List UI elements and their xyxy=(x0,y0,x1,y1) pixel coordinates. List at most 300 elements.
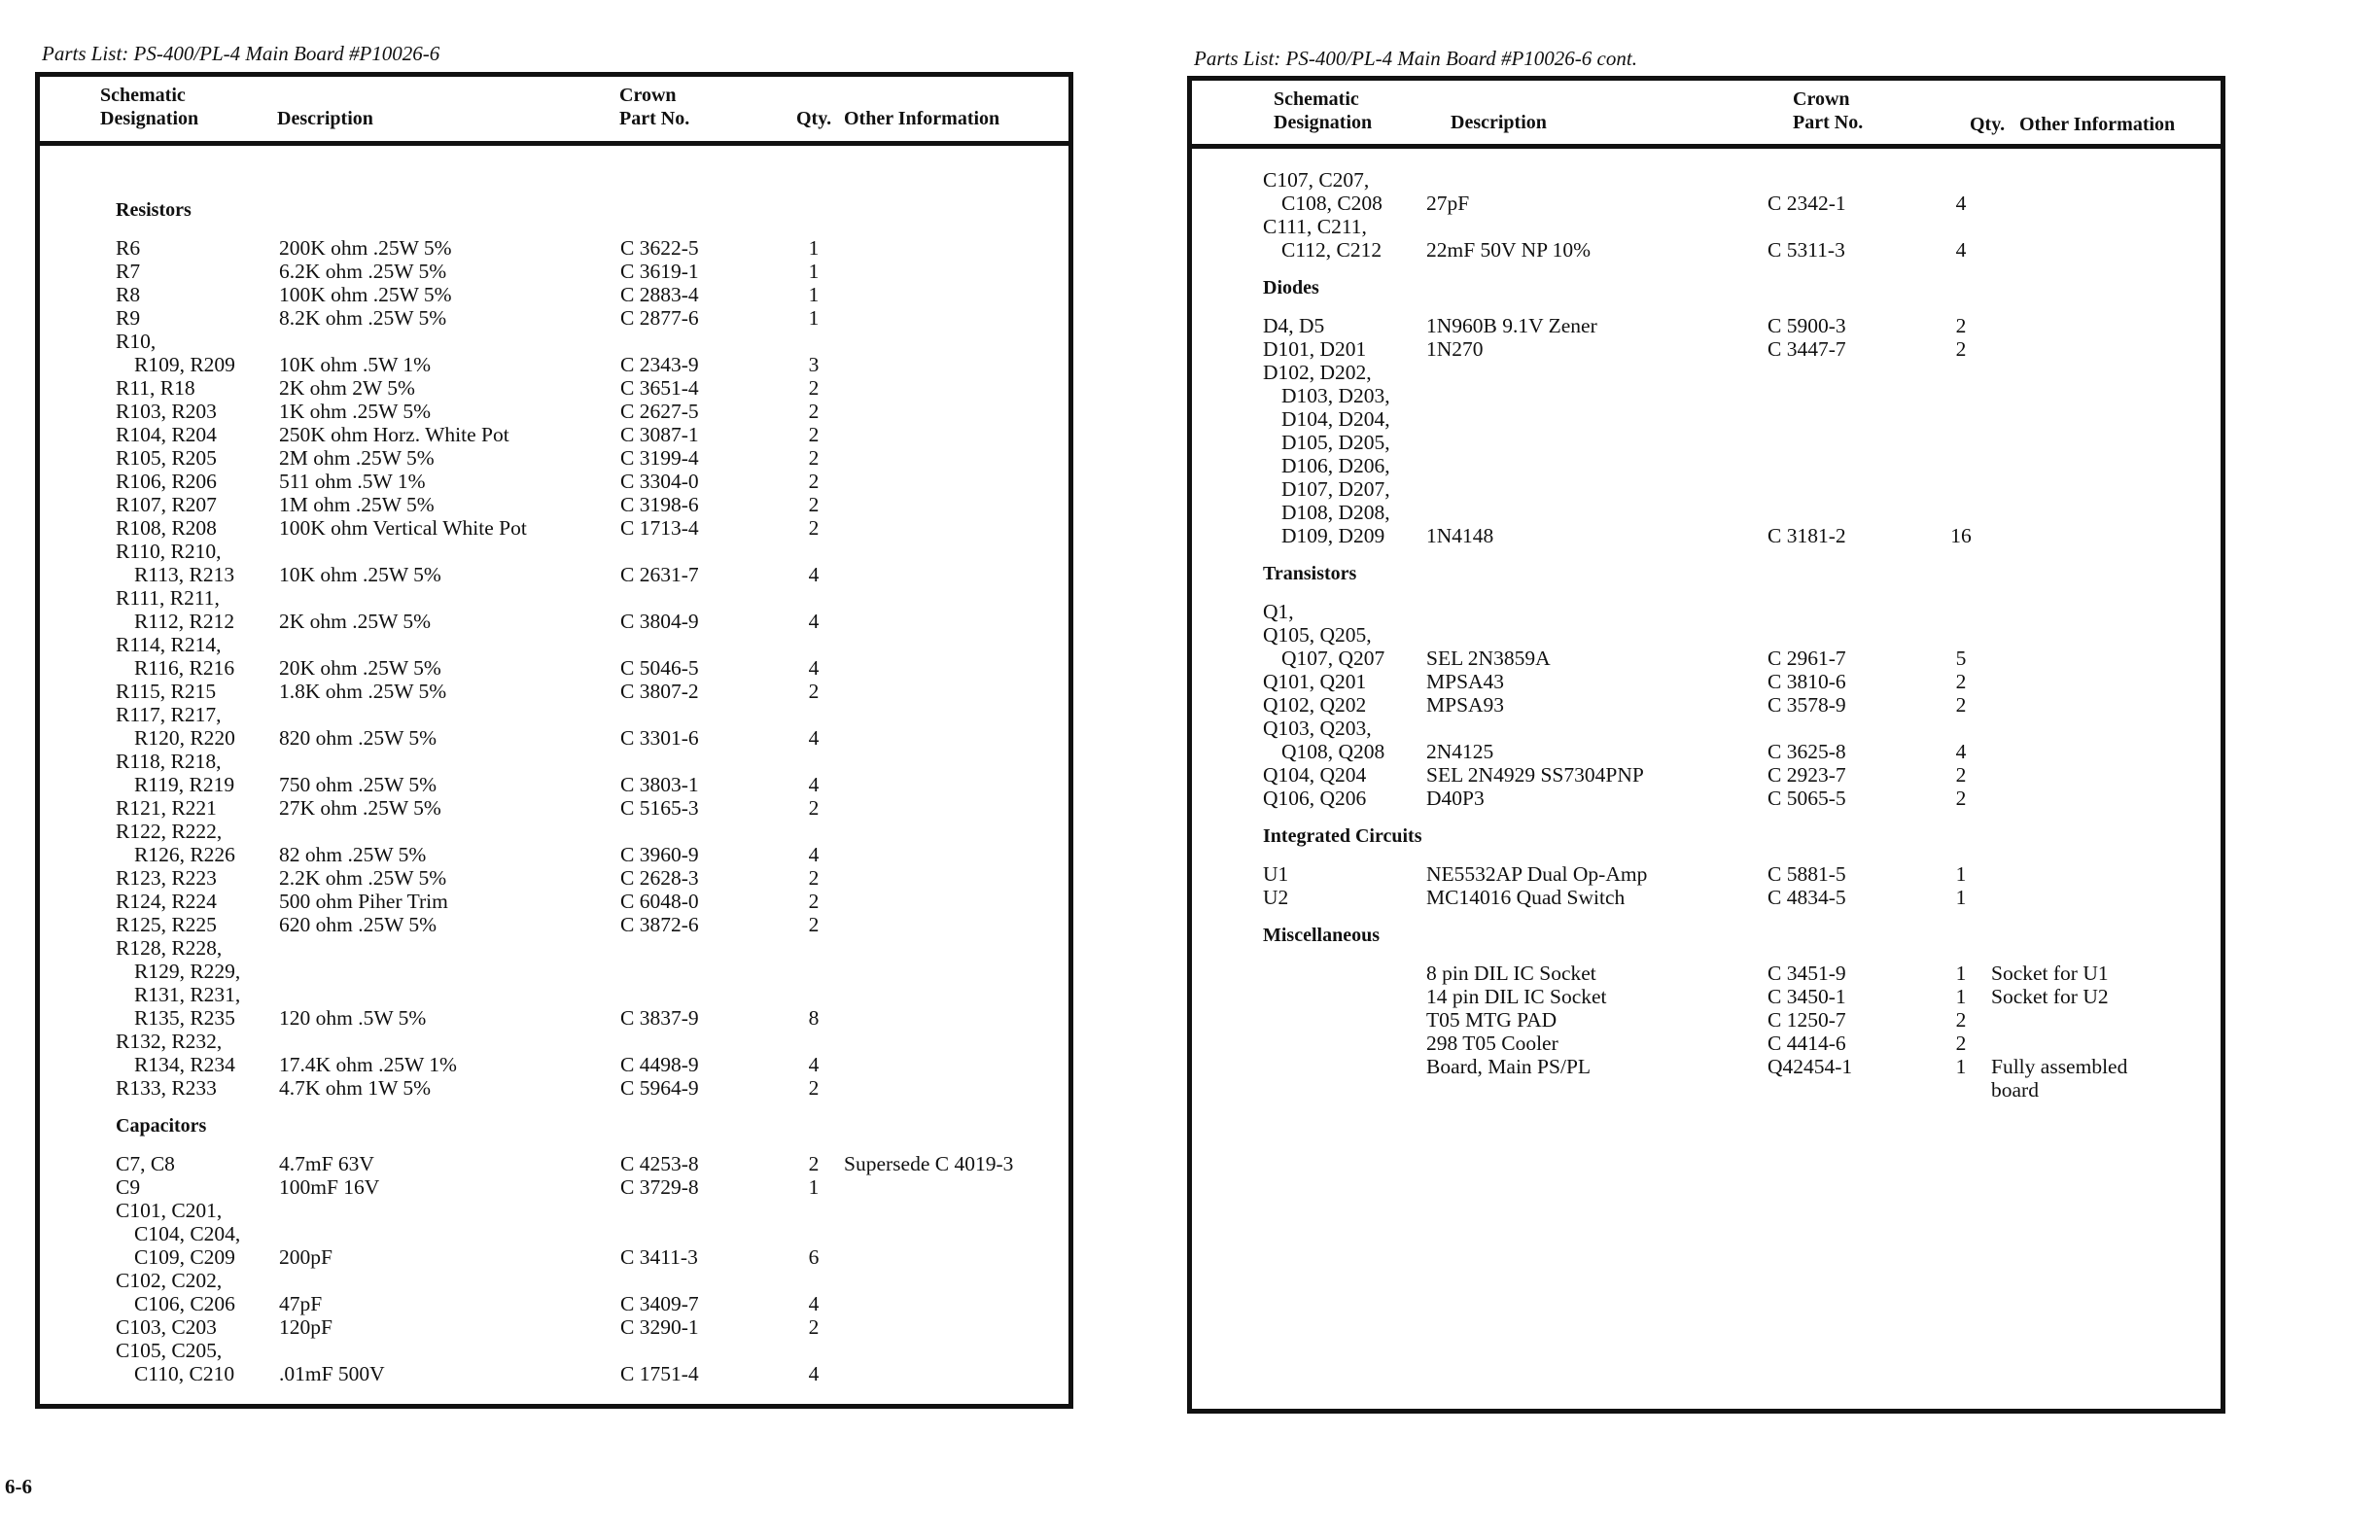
other-information-line: Supersede C 4019-3 xyxy=(844,1152,1014,1175)
part-row xyxy=(1263,985,2221,1008)
page-caption: Parts List: PS-400/PL-4 Main Board #P10026-6 cont. xyxy=(1194,47,1637,70)
description-cell: D40P3 xyxy=(1426,787,1485,810)
other-information-cell xyxy=(1981,1055,2221,1102)
part-row xyxy=(1263,962,2221,985)
page-caption: Parts List: PS-400/PL-4 Main Board #P10026-6 xyxy=(42,42,440,65)
part-row xyxy=(116,866,1068,890)
column-header-line: Part No. xyxy=(619,108,690,129)
part-number-cell: C 4414-6 xyxy=(1768,1032,1846,1055)
designation-line: R134, R234 xyxy=(134,1053,235,1076)
description-cell: 1N270 xyxy=(1426,337,1484,361)
description-cell: 10K ohm .5W 1% xyxy=(279,353,432,376)
designation-line: R111, R211, xyxy=(116,586,220,610)
quantity-cell: 2 xyxy=(1955,763,1967,787)
designation-line: R8 xyxy=(116,283,141,306)
description-cell: MPSA93 xyxy=(1426,693,1505,717)
description-cell: 4.7K ohm 1W 5% xyxy=(279,1076,432,1100)
part-number-cell: C 3625-8 xyxy=(1768,740,1846,763)
designation-cell xyxy=(116,633,279,680)
part-number-cell: C 1713-4 xyxy=(620,516,699,540)
part-number-cell: C 3198-6 xyxy=(620,493,699,516)
part-row xyxy=(1263,1055,2221,1102)
designation-line: R109, R209 xyxy=(134,353,235,376)
designation-line: R118, R218, xyxy=(116,750,222,773)
description-cell: 820 ohm .25W 5% xyxy=(279,726,438,750)
designation-cell xyxy=(116,376,279,400)
part-row xyxy=(116,260,1068,283)
quantity-cell: 2 xyxy=(808,796,820,820)
designation-line: C105, C205, xyxy=(116,1339,223,1362)
quantity-cell: 1 xyxy=(1955,886,1967,909)
designation-line: R11, R18 xyxy=(116,376,195,400)
column-header-line: Schematic xyxy=(100,85,186,106)
designation-line: C102, C202, xyxy=(116,1269,223,1292)
column-header-line: Part No. xyxy=(1793,112,1864,133)
description-cell: MPSA43 xyxy=(1426,670,1505,693)
column-header-line: Schematic xyxy=(1274,88,1359,110)
part-number-cell: C 3837-9 xyxy=(620,1006,699,1030)
designation-line: R126, R226 xyxy=(134,843,235,866)
designation-cell xyxy=(116,470,279,493)
designation-line: R124, R224 xyxy=(116,890,217,913)
table-body xyxy=(1192,149,2221,1102)
part-number-cell: C 3447-7 xyxy=(1768,337,1846,361)
section-heading: Resistors xyxy=(116,199,192,221)
designation-line: Q108, Q208 xyxy=(1281,740,1385,763)
part-number-cell: C 2961-7 xyxy=(1768,647,1846,670)
column-header-other-information: Other Information xyxy=(2019,114,2176,135)
description-cell: 2.2K ohm .25W 5% xyxy=(279,866,447,890)
part-row xyxy=(116,283,1068,306)
part-row xyxy=(116,680,1068,703)
part-number-cell: C 3181-2 xyxy=(1768,524,1846,547)
designation-cell xyxy=(116,1315,279,1339)
other-information-cell xyxy=(834,1152,1068,1175)
designation-line: R105, R205 xyxy=(116,446,217,470)
description-cell: 298 T05 Cooler xyxy=(1426,1032,1558,1055)
designation-cell xyxy=(116,820,279,866)
part-number-cell: C 3199-4 xyxy=(620,446,699,470)
quantity-cell: 4 xyxy=(808,1292,820,1315)
description-cell: SEL 2N3859A xyxy=(1426,647,1551,670)
description-cell: 27pF xyxy=(1426,192,1470,215)
quantity-cell: 8 xyxy=(808,1006,820,1030)
quantity-cell: 1 xyxy=(808,306,820,330)
part-row xyxy=(116,1339,1068,1385)
part-number-cell: C 2343-9 xyxy=(620,353,699,376)
description-cell: 2N4125 xyxy=(1426,740,1494,763)
part-row xyxy=(116,306,1068,330)
section-heading: Integrated Circuits xyxy=(1263,825,1422,847)
description-cell: 20K ohm .25W 5% xyxy=(279,656,441,680)
designation-line: C111, C211, xyxy=(1263,215,1367,238)
quantity-cell: 4 xyxy=(1955,740,1967,763)
part-number-cell: C 5900-3 xyxy=(1768,314,1846,337)
quantity-cell: 1 xyxy=(808,283,820,306)
part-number-cell: C 3872-6 xyxy=(620,913,699,936)
designation-cell xyxy=(116,1175,279,1199)
designation-line: R122, R222, xyxy=(116,820,223,843)
designation-line: R132, R232, xyxy=(116,1030,223,1053)
section-heading: Diodes xyxy=(1263,277,1319,298)
quantity-cell: 1 xyxy=(1955,1055,1967,1078)
designation-line: Q102, Q202 xyxy=(1263,693,1367,717)
part-number-cell: C 3290-1 xyxy=(620,1315,699,1339)
designation-cell xyxy=(116,936,279,1030)
designation-line: D108, D208, xyxy=(1281,501,1390,524)
part-row xyxy=(1263,670,2221,693)
column-header-line: Designation xyxy=(100,108,199,129)
part-number-cell: C 3450-1 xyxy=(1768,985,1846,1008)
designation-cell xyxy=(116,1076,279,1100)
part-row xyxy=(116,1315,1068,1339)
quantity-cell: 2 xyxy=(808,890,820,913)
designation-line: R120, R220 xyxy=(134,726,235,750)
part-row xyxy=(116,586,1068,633)
part-number-cell: C 5964-9 xyxy=(620,1076,699,1100)
designation-line: R116, R216 xyxy=(134,656,235,680)
quantity-cell: 2 xyxy=(808,1315,820,1339)
designation-line: R131, R231, xyxy=(134,983,241,1006)
other-information-cell xyxy=(1981,962,2221,985)
designation-line: D109, D209 xyxy=(1281,524,1385,547)
section-heading: Transistors xyxy=(1263,563,1357,584)
quantity-cell: 4 xyxy=(808,843,820,866)
designation-cell xyxy=(116,890,279,913)
designation-line: Q106, Q206 xyxy=(1263,787,1367,810)
description-cell: Board, Main PS/PL xyxy=(1426,1055,1592,1078)
part-number-cell: C 4498-9 xyxy=(620,1053,699,1076)
part-number-cell: C 3578-9 xyxy=(1768,693,1846,717)
description-cell: 100K ohm Vertical White Pot xyxy=(279,516,527,540)
designation-line: Q101, Q201 xyxy=(1263,670,1367,693)
part-row xyxy=(116,796,1068,820)
quantity-cell: 2 xyxy=(808,1076,820,1100)
designation-line: R113, R213 xyxy=(134,563,235,586)
designation-cell xyxy=(116,423,279,446)
description-cell: 750 ohm .25W 5% xyxy=(279,773,438,796)
part-number-cell: C 2342-1 xyxy=(1768,192,1846,215)
part-row xyxy=(1263,1032,2221,1055)
description-cell: 82 ohm .25W 5% xyxy=(279,843,427,866)
description-cell: T05 MTG PAD xyxy=(1426,1008,1558,1032)
designation-cell xyxy=(116,1339,279,1385)
description-cell: 511 ohm .5W 1% xyxy=(279,470,426,493)
designation-cell xyxy=(1263,862,1426,886)
designation-line: Q105, Q205, xyxy=(1263,623,1372,647)
designation-cell xyxy=(116,260,279,283)
table-body xyxy=(40,146,1068,1385)
part-number-cell: C 1751-4 xyxy=(620,1362,699,1385)
part-row xyxy=(116,1269,1068,1315)
description-cell: 2K ohm .25W 5% xyxy=(279,610,432,633)
description-cell: 250K ohm Horz. White Pot xyxy=(279,423,509,446)
designation-line: C112, C212 xyxy=(1281,238,1382,262)
designation-line: R103, R203 xyxy=(116,400,217,423)
designation-cell xyxy=(116,330,279,376)
section-heading: Miscellaneous xyxy=(1263,925,1380,946)
quantity-cell: 2 xyxy=(808,493,820,516)
description-cell: 17.4K ohm .25W 1% xyxy=(279,1053,457,1076)
designation-line: D103, D203, xyxy=(1281,384,1390,407)
designation-line: R106, R206 xyxy=(116,470,217,493)
part-row xyxy=(116,236,1068,260)
section-miscellaneous xyxy=(1263,909,2221,1102)
quantity-cell: 4 xyxy=(808,656,820,680)
designation-line: D4, D5 xyxy=(1263,314,1325,337)
other-information-line: board xyxy=(1991,1078,2039,1102)
designation-line: D107, D207, xyxy=(1281,477,1390,501)
designation-line: R10, xyxy=(116,330,157,353)
designation-line: C110, C210 xyxy=(134,1362,235,1385)
designation-line: C7, C8 xyxy=(116,1152,175,1175)
designation-line: R107, R207 xyxy=(116,493,217,516)
designation-cell xyxy=(116,283,279,306)
designation-cell xyxy=(116,493,279,516)
quantity-cell: 3 xyxy=(808,353,820,376)
quantity-cell: 2 xyxy=(1955,693,1967,717)
part-row xyxy=(116,470,1068,493)
designation-cell xyxy=(116,1152,279,1175)
quantity-cell: 2 xyxy=(1955,670,1967,693)
designation-line: R135, R235 xyxy=(134,1006,235,1030)
description-cell: 4.7mF 63V xyxy=(279,1152,374,1175)
designation-line: C107, C207, xyxy=(1263,168,1370,192)
column-header-line: Crown xyxy=(619,85,677,106)
column-header-designation xyxy=(1274,88,1372,134)
quantity-cell: 1 xyxy=(808,1175,820,1199)
part-row xyxy=(116,516,1068,540)
designation-line: R104, R204 xyxy=(116,423,217,446)
part-number-cell: Q42454-1 xyxy=(1768,1055,1853,1078)
designation-line: D105, D205, xyxy=(1281,431,1390,454)
part-number-cell: C 2631-7 xyxy=(620,563,699,586)
designation-line: Q107, Q207 xyxy=(1281,647,1385,670)
quantity-cell: 2 xyxy=(808,470,820,493)
column-header-description: Description xyxy=(1451,112,1547,133)
parts-list-table xyxy=(1187,76,2225,1414)
designation-cell xyxy=(116,446,279,470)
description-cell: 6.2K ohm .25W 5% xyxy=(279,260,447,283)
description-cell: 120 ohm .5W 5% xyxy=(279,1006,427,1030)
designation-cell xyxy=(1263,168,1426,215)
description-cell: 47pF xyxy=(279,1292,323,1315)
description-cell: 1N4148 xyxy=(1426,524,1494,547)
designation-cell xyxy=(1263,600,1426,670)
quantity-cell: 4 xyxy=(808,610,820,633)
page-number: 6-6 xyxy=(5,1475,32,1498)
designation-cell xyxy=(116,796,279,820)
designation-cell xyxy=(116,540,279,586)
designation-line: C9 xyxy=(116,1175,141,1199)
designation-cell xyxy=(116,236,279,260)
designation-line: C104, C204, xyxy=(134,1222,241,1245)
description-cell: 27K ohm .25W 5% xyxy=(279,796,441,820)
designation-line: C109, C209 xyxy=(134,1245,235,1269)
part-row xyxy=(116,913,1068,936)
designation-line: U2 xyxy=(1263,886,1289,909)
part-number-cell: C 6048-0 xyxy=(620,890,699,913)
quantity-cell: 2 xyxy=(808,913,820,936)
part-row xyxy=(1263,717,2221,763)
description-cell: 22mF 50V NP 10% xyxy=(1426,238,1592,262)
part-row xyxy=(116,1076,1068,1100)
quantity-cell: 4 xyxy=(1955,192,1967,215)
designation-line: D101, D201 xyxy=(1263,337,1367,361)
part-number-cell: C 5046-5 xyxy=(620,656,699,680)
designation-line: C101, C201, xyxy=(116,1199,223,1222)
quantity-cell: 4 xyxy=(1955,238,1967,262)
designation-cell xyxy=(116,680,279,703)
quantity-cell: 2 xyxy=(1955,1032,1967,1055)
designation-line: R128, R228, xyxy=(116,936,223,960)
designation-cell xyxy=(116,750,279,796)
designation-cell xyxy=(1263,670,1426,693)
part-row xyxy=(116,1030,1068,1076)
other-information-line: Socket for U1 xyxy=(1991,962,2109,985)
designation-line: D104, D204, xyxy=(1281,407,1390,431)
part-number-cell: C 3304-0 xyxy=(620,470,699,493)
quantity-cell: 1 xyxy=(1955,862,1967,886)
part-number-cell: C 3803-1 xyxy=(620,773,699,796)
other-information-line: Socket for U2 xyxy=(1991,985,2109,1008)
part-number-cell: C 3409-7 xyxy=(620,1292,699,1315)
designation-line: R7 xyxy=(116,260,141,283)
part-row xyxy=(116,423,1068,446)
quantity-cell: 1 xyxy=(808,260,820,283)
part-row xyxy=(116,400,1068,423)
designation-cell xyxy=(1263,337,1426,361)
part-number-cell: C 5881-5 xyxy=(1768,862,1846,886)
designation-line: C106, C206 xyxy=(134,1292,235,1315)
designation-line: R117, R217, xyxy=(116,703,222,726)
part-number-cell: C 3810-6 xyxy=(1768,670,1846,693)
part-row xyxy=(116,446,1068,470)
column-header-other-information: Other Information xyxy=(844,108,1000,129)
designation-line: R129, R229, xyxy=(134,960,241,983)
column-header-designation xyxy=(100,84,198,130)
quantity-cell: 2 xyxy=(808,866,820,890)
column-header-part-number xyxy=(619,84,689,130)
designation-cell xyxy=(116,866,279,890)
part-number-cell: C 4834-5 xyxy=(1768,886,1846,909)
parts-list-table xyxy=(35,72,1073,1409)
table-header xyxy=(40,77,1068,146)
designation-cell xyxy=(116,306,279,330)
description-cell: 200K ohm .25W 5% xyxy=(279,236,452,260)
part-row xyxy=(1263,337,2221,361)
part-number-cell: C 3804-9 xyxy=(620,610,699,633)
part-number-cell: C 1250-7 xyxy=(1768,1008,1846,1032)
quantity-cell: 2 xyxy=(808,1152,820,1175)
part-row xyxy=(116,1152,1068,1175)
quantity-cell: 1 xyxy=(1955,985,1967,1008)
description-cell: 200pF xyxy=(279,1245,332,1269)
column-header-part-number xyxy=(1793,88,1863,134)
part-row xyxy=(1263,215,2221,262)
designation-cell xyxy=(1263,215,1426,262)
part-number-cell: C 3087-1 xyxy=(620,423,699,446)
designation-line: C103, C203 xyxy=(116,1315,217,1339)
quantity-cell: 1 xyxy=(1955,962,1967,985)
quantity-cell: 2 xyxy=(808,400,820,423)
table-header xyxy=(1192,81,2221,149)
designation-cell xyxy=(1263,693,1426,717)
description-cell: 120pF xyxy=(279,1315,332,1339)
section-diodes xyxy=(1263,262,2221,547)
description-cell: MC14016 Quad Switch xyxy=(1426,886,1626,909)
part-number-cell: C 3729-8 xyxy=(620,1175,699,1199)
part-row xyxy=(1263,787,2221,810)
designation-line: R133, R233 xyxy=(116,1076,217,1100)
part-row xyxy=(1263,886,2221,909)
part-row xyxy=(1263,763,2221,787)
designation-line: D106, D206, xyxy=(1281,454,1390,477)
part-number-cell: C 2883-4 xyxy=(620,283,699,306)
part-row xyxy=(1263,600,2221,670)
designation-line: R125, R225 xyxy=(116,913,217,936)
part-row xyxy=(116,820,1068,866)
part-row xyxy=(116,540,1068,586)
part-number-cell: C 3807-2 xyxy=(620,680,699,703)
part-number-cell: C 4253-8 xyxy=(620,1152,699,1175)
part-row xyxy=(1263,168,2221,215)
designation-cell xyxy=(116,586,279,633)
part-row xyxy=(116,703,1068,750)
part-row xyxy=(1263,314,2221,337)
section-integrated-circuits xyxy=(1263,810,2221,909)
description-cell: NE5532AP Dual Op-Amp xyxy=(1426,862,1648,886)
part-number-cell: C 5065-5 xyxy=(1768,787,1846,810)
description-cell: 100mF 16V xyxy=(279,1175,380,1199)
quantity-cell: 2 xyxy=(1955,337,1967,361)
description-cell: 8 pin DIL IC Socket xyxy=(1426,962,1596,985)
designation-line: R112, R212 xyxy=(134,610,235,633)
designation-line: Q104, Q204 xyxy=(1263,763,1367,787)
designation-cell xyxy=(116,400,279,423)
description-cell: 8.2K ohm .25W 5% xyxy=(279,306,447,330)
part-number-cell: C 2628-3 xyxy=(620,866,699,890)
column-header-quantity: Qty. xyxy=(1970,114,2006,135)
quantity-cell: 2 xyxy=(1955,1008,1967,1032)
part-row xyxy=(116,890,1068,913)
quantity-cell: 1 xyxy=(808,236,820,260)
column-header-quantity: Qty. xyxy=(796,108,832,129)
section-heading: Capacitors xyxy=(116,1115,207,1137)
designation-cell xyxy=(1263,886,1426,909)
description-cell: 1.8K ohm .25W 5% xyxy=(279,680,447,703)
description-cell: 1K ohm .25W 5% xyxy=(279,400,432,423)
section-transistors xyxy=(1263,547,2221,810)
designation-cell xyxy=(1263,787,1426,810)
section-capacitors xyxy=(116,1100,1068,1385)
section-resistors xyxy=(116,184,1068,1100)
quantity-cell: 2 xyxy=(808,376,820,400)
part-row xyxy=(116,750,1068,796)
part-number-cell: C 5311-3 xyxy=(1768,238,1845,262)
designation-line: D102, D202, xyxy=(1263,361,1372,384)
designation-line: R121, R221 xyxy=(116,796,217,820)
description-cell: 2M ohm .25W 5% xyxy=(279,446,435,470)
designation-cell xyxy=(1263,361,1426,547)
part-number-cell: C 3301-6 xyxy=(620,726,699,750)
part-row xyxy=(1263,862,2221,886)
designation-line: R119, R219 xyxy=(134,773,235,796)
part-number-cell: C 3622-5 xyxy=(620,236,699,260)
part-row xyxy=(116,330,1068,376)
quantity-cell: 2 xyxy=(808,423,820,446)
part-number-cell: C 2923-7 xyxy=(1768,763,1846,787)
